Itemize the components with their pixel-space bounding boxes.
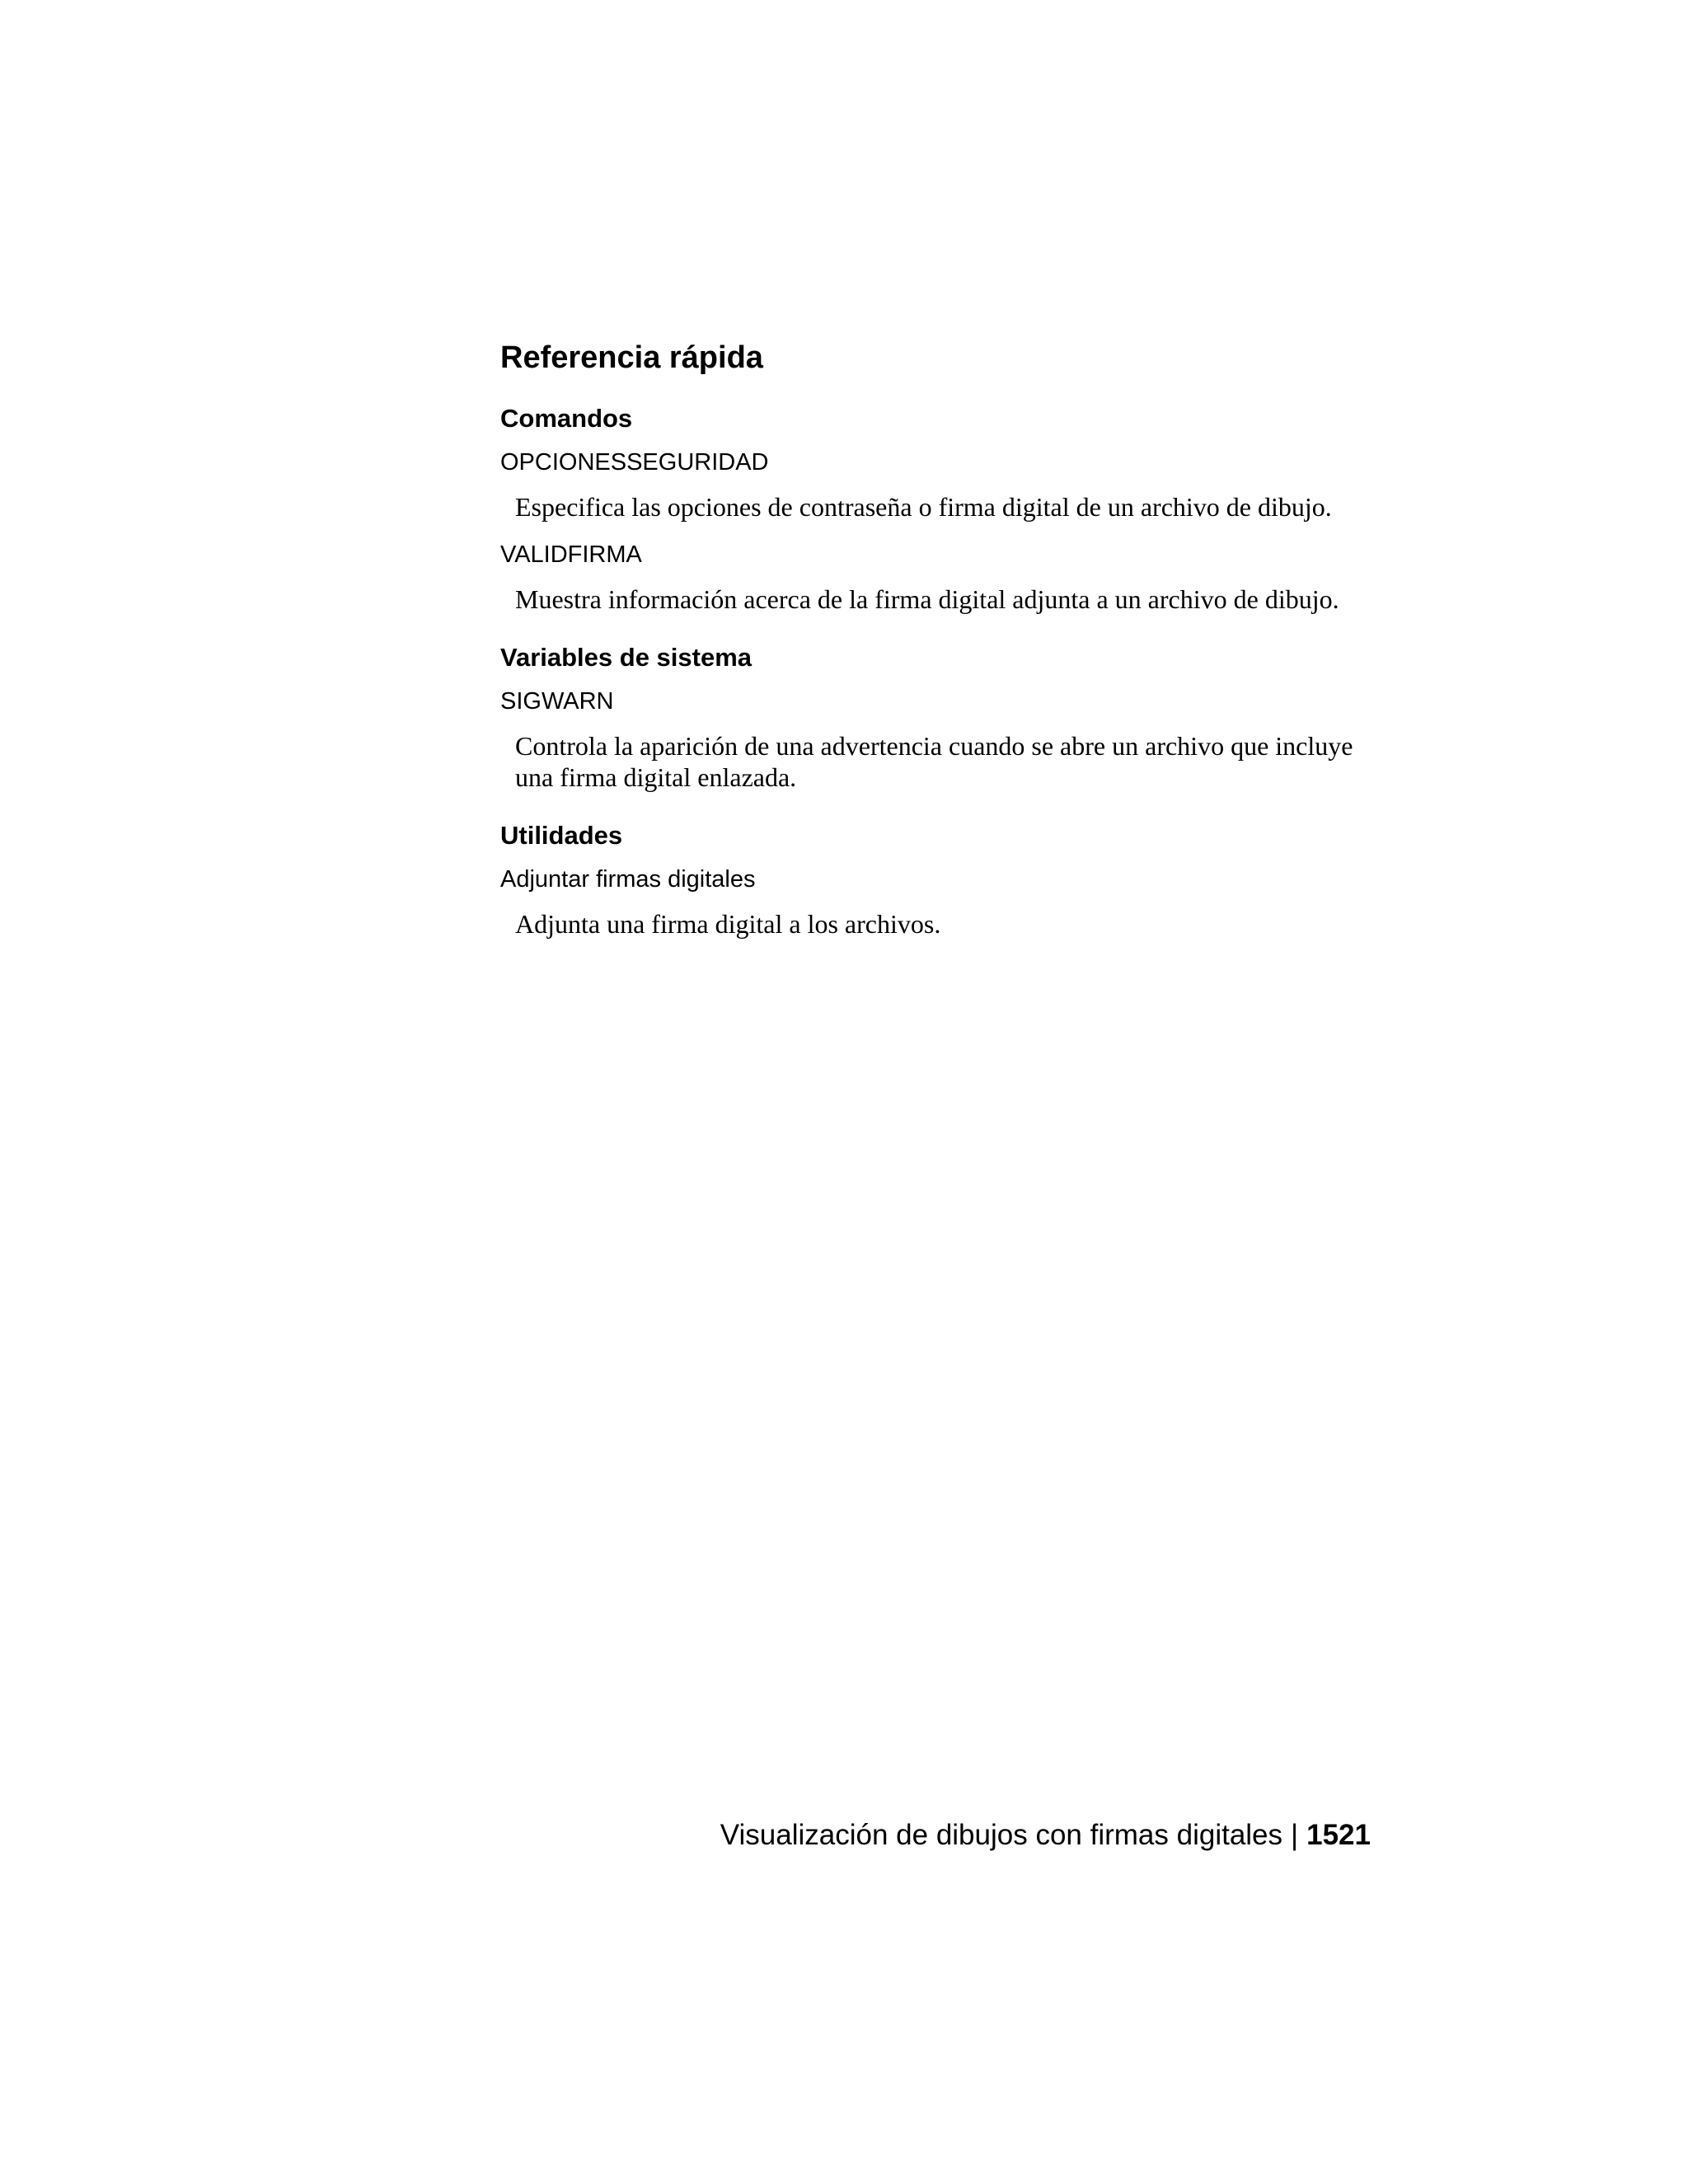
section-system-variables bbox=[500, 641, 1415, 793]
section-title: Utilidades bbox=[500, 821, 623, 850]
term-adjuntar-firmas: Adjuntar firmas digitales bbox=[500, 866, 756, 893]
section-title: Comandos bbox=[500, 404, 633, 433]
term-opcionesseguridad: OPCIONESSEGURIDAD bbox=[500, 449, 769, 476]
description-validfirma: Muestra información acerca de la firma digital adjunta a un archivo de dibujo. bbox=[515, 584, 1339, 614]
page-heading: Referencia rápida bbox=[500, 340, 763, 375]
quick-reference bbox=[500, 338, 1415, 966]
description-adjuntar-firmas: Adjunta una firma digital a los archivos. bbox=[515, 909, 941, 939]
description-opcionesseguridad: Especifica las opciones de contraseña o firma digital de un archivo de dibujo. bbox=[515, 492, 1332, 522]
footer-separator: | bbox=[1291, 1819, 1299, 1851]
section-commands bbox=[500, 402, 1415, 615]
page-footer bbox=[720, 1817, 1371, 1854]
term-sigwarn: SIGWARN bbox=[500, 688, 614, 715]
description-sigwarn: Controla la aparición de una advertencia cuando se abre un archivo que incluye una firma digital enlazada. bbox=[515, 731, 1353, 792]
section-title: Variables de sistema bbox=[500, 643, 753, 672]
term-validfirma: VALIDFIRMA bbox=[500, 541, 642, 568]
page-number: 1521 bbox=[1306, 1819, 1371, 1851]
footer-chapter-title: Visualización de dibujos con firmas digitales bbox=[720, 1819, 1283, 1851]
section-utilities bbox=[500, 819, 1415, 940]
